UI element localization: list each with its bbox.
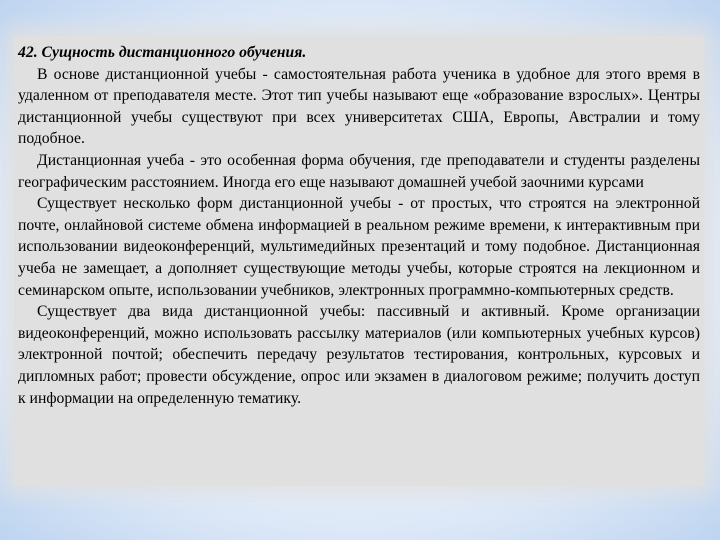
section-heading: 42. Сущность дистанционного обучения. [18, 44, 307, 61]
text-box [14, 36, 704, 486]
paragraph-2: Дистанционная учеба - это особенная форма обучения, где преподаватели и студенты разделены географическим расстоянием. Иногда его еще называют домашней учебой заочними курсами [18, 151, 700, 191]
paragraph-4: Существует два вида дистанционной учебы: пассивный и активный. Кроме организации видеоконференций, можно использовать рассылку материалов (или компьютерных учебных курсов) электронной почтой; обеспечить передачу результатов тестирования, контрольных, курсовых и дипломных работ; провести обсуждение, опрос или экзамен в диалоговом режиме; получить доступ к информации на определенную тематику. [18, 303, 700, 407]
paragraph-1: В основе дистанционной учебы - самостоятельная работа ученика в удобное для этого время в удаленном от преподавателя месте. Этот тип учебы называют еще «образование взрослых». Центры дистанционной учебы существуют при всех университетах США, Европы, Австралии и тому подобное. [18, 65, 700, 148]
paragraph-3: Существует несколько форм дистанционной учебы - от простых, что строятся на электронной почте, онлайновой системе обмена информацией в реальном режиме времени, к интерактивным при использовании видеоконференций, мультимедийных презентаций и тому подобное. Дистанционная учеба не замещает, а дополняет существующие методы учебы, которые строятся на лекционном и семинарском опыте, использовании учебников, электронных программно-компьютерных средств. [18, 195, 700, 299]
